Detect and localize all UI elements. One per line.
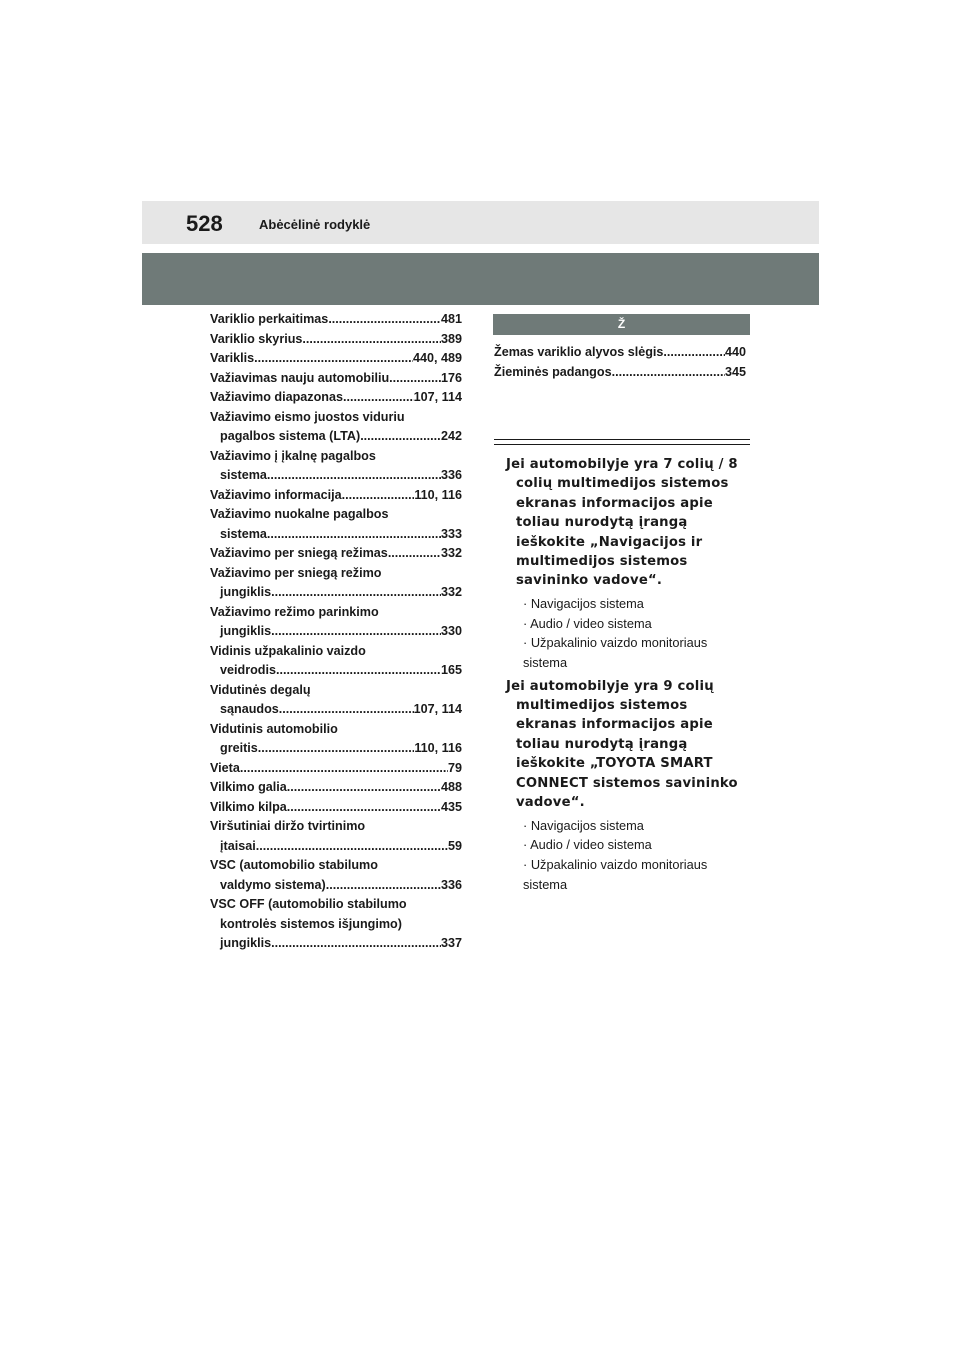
index-entry	[210, 817, 462, 856]
index-entry-text: Važiavimo į įkalnę pagalbos	[210, 448, 376, 463]
index-entry-text: sąnaudos	[220, 702, 279, 716]
index-entry-page: 165	[440, 663, 462, 677]
index-entry-page: 336	[440, 468, 462, 482]
index-entry	[210, 603, 462, 642]
dot-leader	[389, 369, 441, 389]
dot-leader	[663, 343, 725, 363]
index-entry-text: kontrolės sistemos išjungimo)	[220, 916, 402, 931]
dot-leader	[240, 759, 448, 779]
index-entry-text: Variklio skyrius	[210, 331, 303, 346]
index-entry	[210, 505, 462, 544]
index-entry	[210, 349, 462, 369]
index-entry	[494, 343, 746, 363]
index-entry-text: įtaisai	[220, 838, 256, 853]
note-list-item: · Navigacijos sistema	[523, 595, 644, 611]
index-entry-page: 345	[724, 364, 746, 379]
index-entry-text: jungiklis	[220, 936, 272, 950]
index-entry	[210, 759, 462, 779]
dot-leader	[267, 525, 441, 545]
index-entry	[210, 778, 462, 798]
index-entry-text: sistema	[220, 468, 267, 482]
dot-leader	[287, 778, 441, 798]
index-entry-page: 488	[440, 780, 462, 794]
index-entry	[210, 408, 462, 447]
index-entry-text: Vidutinis automobilio	[210, 721, 338, 736]
dot-leader	[271, 583, 441, 603]
header-band	[142, 253, 819, 305]
index-entry-page: 332	[440, 585, 462, 599]
dot-leader	[256, 837, 448, 857]
index-entry	[210, 564, 462, 603]
index-entry	[210, 310, 462, 330]
index-entry	[210, 447, 462, 486]
index-entry-text: VSC OFF (automobilio stabilumo	[210, 897, 407, 911]
index-entry-page: 107, 114	[413, 702, 462, 716]
index-entry	[210, 856, 462, 895]
index-entry-text: Važiavimo per sniegą režimo	[210, 565, 382, 580]
note-list	[523, 816, 750, 895]
index-entry-page: 333	[440, 526, 462, 541]
dot-leader	[326, 876, 441, 896]
index-entry-text: pagalbos sistema (LTA)	[220, 429, 361, 443]
header-bar	[142, 201, 819, 244]
index-entry-page: 332	[440, 546, 462, 560]
index-entry-page: 330	[440, 624, 462, 638]
index-entry	[210, 642, 462, 681]
dot-leader	[360, 427, 441, 447]
index-entry	[210, 720, 462, 759]
index-entry-text: Vidutinės degalų	[210, 682, 311, 697]
note-heading: Jei automobilyje yra 7 colių / 8 colių multimedijos sistemos ekranas informacijos apie toliau nurodytą įrangą ieškokite „Navigacijos ir multimedijos sistemos savininko vadove“.	[506, 457, 738, 589]
notes-block	[506, 455, 750, 898]
note-list	[523, 594, 750, 673]
index-entry-text: Vidinis užpakalinio vaizdo	[210, 643, 366, 658]
dot-leader	[388, 544, 441, 564]
note-list-item: · Audio / video sistema	[523, 615, 652, 631]
double-rule-divider	[494, 439, 750, 445]
index-entry-text: Važiavimo eismo juostos viduriu	[210, 409, 405, 424]
note-list-item: · Užpakalinio vaizdo monitoriaus sistema	[523, 856, 708, 892]
index-entry	[210, 544, 462, 564]
index-entry-text: Variklis	[210, 351, 255, 365]
note-list-item: · Navigacijos sistema	[523, 817, 644, 833]
index-entry-page: 435	[440, 799, 462, 814]
index-entry-text: Žieminės padangos	[494, 364, 612, 379]
index-column-left	[210, 310, 462, 954]
index-entry-page: 176	[440, 370, 462, 385]
index-entry-text: Žemas variklio alyvos slėgis	[494, 345, 664, 359]
index-entry	[210, 798, 462, 818]
dot-leader	[343, 388, 414, 408]
dot-leader	[267, 466, 441, 486]
index-entry-text: VSC (automobilio stabilumo	[210, 858, 378, 872]
index-entry-page: 242	[440, 429, 462, 443]
index-entry-page: 336	[440, 877, 462, 892]
index-entry-page: 337	[440, 936, 462, 950]
index-entry	[210, 369, 462, 389]
index-entry-page: 440, 489	[412, 351, 462, 365]
dot-leader	[271, 934, 441, 954]
dot-leader	[302, 330, 441, 350]
index-entry-page: 389	[440, 331, 462, 346]
note-heading: Jei automobilyje yra 9 colių multimedijos sistemos ekranas informacijos apie toliau nurodytą įrangą ieškokite „TOYOTA SMART CONNECT sistemos savininko vadove“.	[506, 678, 738, 811]
index-entry-page: 59	[447, 838, 462, 853]
index-entry-text: jungiklis	[220, 585, 272, 599]
dot-leader	[276, 661, 441, 681]
index-entry-text: jungiklis	[220, 624, 272, 638]
index-entry-text: Važiavimo informacija	[210, 487, 342, 502]
dot-leader	[612, 363, 725, 383]
index-column-right	[494, 343, 746, 382]
index-entry	[494, 363, 746, 383]
index-entry	[210, 388, 462, 408]
dot-leader	[342, 486, 415, 506]
index-entry-text: Vieta	[210, 760, 240, 775]
index-entry-text: Važiavimo per sniegą režimas	[210, 546, 388, 560]
index-entry	[210, 486, 462, 506]
index-entry-text: Važiavimo diapazonas	[210, 390, 343, 404]
dot-leader	[279, 700, 414, 720]
index-entry-page: 110, 116	[414, 741, 462, 755]
index-entry-text: Viršutiniai diržo tvirtinimo	[210, 819, 366, 833]
index-entry	[210, 681, 462, 720]
index-entry-page: 110, 116	[414, 487, 462, 502]
index-entry-text: Važiavimas nauju automobiliu	[210, 370, 390, 385]
index-entry-text: sistema	[220, 526, 267, 541]
index-entry-text: Vilkimo kilpa	[210, 799, 287, 814]
index-entry-page: 440	[724, 345, 746, 359]
index-entry-text: Važiavimo režimo parinkimo	[210, 604, 379, 619]
dot-leader	[328, 310, 441, 330]
dot-leader	[287, 798, 441, 818]
note-list-item: · Audio / video sistema	[523, 837, 652, 853]
index-entry	[210, 895, 462, 954]
index-entry-page: 481	[440, 312, 462, 326]
index-entry-text: veidrodis	[220, 663, 276, 677]
index-entry-text: Važiavimo nuokalne pagalbos	[210, 507, 389, 521]
dot-leader	[254, 349, 413, 369]
index-entry-text: valdymo sistema)	[220, 877, 326, 892]
index-entry-text: Variklio perkaitimas	[210, 312, 329, 326]
section-letter-heading: Ž	[493, 314, 750, 335]
dot-leader	[258, 739, 415, 759]
index-entry	[210, 330, 462, 350]
index-entry-text: Vilkimo galia	[210, 780, 287, 794]
index-entry-page: 79	[447, 760, 462, 775]
index-entry-page: 107, 114	[413, 390, 462, 404]
note-list-item: · Užpakalinio vaizdo monitoriaus sistema	[523, 635, 708, 670]
dot-leader	[271, 622, 441, 642]
page-number: 528	[186, 211, 223, 236]
index-entry-text: greitis	[220, 741, 258, 755]
header-title: Abėcėlinė rodyklė	[259, 217, 371, 232]
